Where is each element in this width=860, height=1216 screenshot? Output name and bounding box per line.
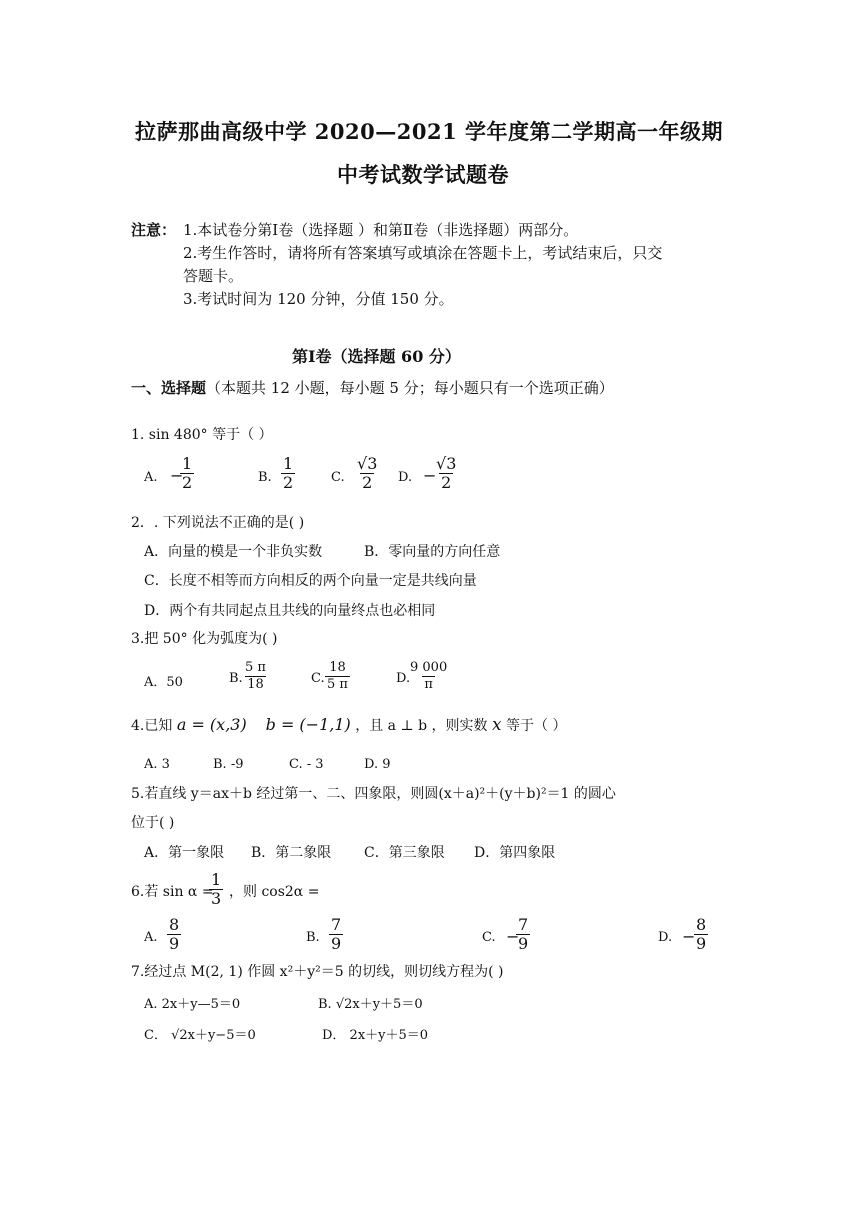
q1-option-a-sign: − xyxy=(170,466,184,485)
q6-option-c-sign: − xyxy=(506,927,520,946)
q5-option-d: D．第四象限 xyxy=(474,845,556,861)
q4-option-d: D. 9 xyxy=(364,757,391,772)
q2-option-a: A．向量的模是一个非负实数 xyxy=(144,544,323,560)
note-1: 1.本试卷分第Ⅰ卷（选择题 ）和第Ⅱ卷（非选择题）两部分。 xyxy=(183,221,579,239)
page-title-line1: 拉萨那曲高级中学 2020—2021 学年度第二学期高一年级期 xyxy=(135,119,724,144)
q1-c-denominator: 2 xyxy=(362,473,373,492)
q1-option-d-fraction xyxy=(434,455,458,492)
page-title-line2: 中考试数学试题卷 xyxy=(337,162,509,187)
q1-b-numerator: 1 xyxy=(283,454,294,473)
q1-option-c-fraction xyxy=(355,455,379,492)
q3-c-numerator: 18 xyxy=(329,660,346,675)
q5-stem-cont: 位于( ) xyxy=(131,815,175,831)
q1-option-a-label: A. xyxy=(144,470,158,485)
q6-d-denominator: 9 xyxy=(696,934,707,953)
q1-option-c-label: C. xyxy=(331,470,345,485)
q3-option-a: A．50 xyxy=(144,675,183,690)
q1-option-b-fraction xyxy=(281,455,295,492)
q1-a-numerator: 1 xyxy=(182,454,193,473)
q3-option-d-fraction xyxy=(408,660,449,693)
q4-option-a: A. 3 xyxy=(144,757,170,772)
q1-a-denominator: 2 xyxy=(182,473,193,492)
q6-option-d-sign: − xyxy=(682,927,696,946)
q3-option-c-label: C. xyxy=(311,671,325,686)
q5-option-b: B．第二象限 xyxy=(251,845,332,861)
q3-d-numerator: 9 000 xyxy=(410,660,448,675)
q6-option-c-label: C. xyxy=(482,930,496,945)
q5-stem: 5.若直线 y＝ax＋b 经过第一、二、四象限，则圆(x＋a)²＋(y＋b)²＝1 的圆心 xyxy=(131,786,616,802)
q6-option-c-fraction xyxy=(516,916,530,953)
note-3: 3.考试时间为 120 分钟，分值 150 分。 xyxy=(183,290,454,308)
q1-stem: 1. sin 480° 等于（ ） xyxy=(131,427,273,443)
q2-stem: 2．. 下列说法不正确的是( ) xyxy=(131,515,305,531)
q6-numerator: 1 xyxy=(211,870,222,889)
q3-b-numerator: 5 π xyxy=(245,660,266,675)
q2-option-c: C．长度不相等而方向相反的两个向量一定是共线向量 xyxy=(144,573,477,589)
q3-option-b-fraction xyxy=(243,660,268,693)
q1-option-d-sign: − xyxy=(423,466,437,485)
q3-option-b-label: B. xyxy=(229,671,243,686)
q3-option-d-label: D. xyxy=(396,671,411,686)
q6-suffix: ，则 cos2α = xyxy=(229,884,320,900)
q6-option-a-label: A. xyxy=(144,930,158,945)
q4-prefix: 4.已知 xyxy=(131,718,173,734)
q3-stem: 3.把 50° 化为弧度为( ) xyxy=(131,631,278,647)
q6-option-b-label: B. xyxy=(306,930,320,945)
q6-a-denominator: 9 xyxy=(169,934,180,953)
note-2a: 2.考生作答时，请将所有答案填写或填涂在答题卡上，考试结束后，只交 xyxy=(183,244,663,262)
q6-option-a-fraction xyxy=(167,916,181,953)
q7-option-b: B. √2x＋y＋5＝0 xyxy=(318,997,423,1012)
q1-c-numerator: √3 xyxy=(357,454,378,473)
q3-c-denominator: 5 π xyxy=(327,677,348,692)
q2-option-d: D．两个有共同起点且共线的向量终点也必相同 xyxy=(144,603,436,619)
q6-option-d-fraction xyxy=(694,916,708,953)
q5-option-c: C．第三象限 xyxy=(364,845,445,861)
note-2b: 答题卡。 xyxy=(183,267,244,285)
q6-b-denominator: 9 xyxy=(331,934,342,953)
q3-d-denominator: π xyxy=(424,677,433,692)
q7-option-d: D． 2x＋y＋5＝0 xyxy=(322,1028,429,1043)
q6-c-denominator: 9 xyxy=(518,934,529,953)
q6-option-d-label: D. xyxy=(658,930,673,945)
q6-a-numerator: 8 xyxy=(169,915,180,934)
q1-d-numerator: √3 xyxy=(436,454,457,473)
q6-c-numerator: 7 xyxy=(518,915,529,934)
q6-option-b-fraction xyxy=(329,916,343,953)
q1-d-denominator: 2 xyxy=(441,473,452,492)
q6-d-numerator: 8 xyxy=(696,915,707,934)
q6-fraction xyxy=(209,871,223,908)
q4-vector-a: a = (x,3) xyxy=(176,715,247,734)
q7-stem: 7.经过点 M(2, 1) 作圆 x²＋y²＝5 的切线，则切线方程为( ) xyxy=(131,964,504,980)
q4-vector-b: b = (−1,1) xyxy=(265,715,351,734)
q3-b-denominator: 18 xyxy=(247,677,264,692)
q5-option-a: A．第一象限 xyxy=(144,845,225,861)
q2-option-b: B．零向量的方向任意 xyxy=(364,544,501,560)
q3-option-c-fraction xyxy=(325,660,350,693)
q7-option-a: A. 2x＋y—5＝0 xyxy=(144,997,241,1012)
q4-condition: ，且 a ⊥ b ，则实数 xyxy=(355,718,488,734)
q1-b-denominator: 2 xyxy=(283,473,294,492)
q1-option-d-label: D. xyxy=(398,470,413,485)
part-title: 一、选择题 xyxy=(131,379,207,397)
q7-option-c: C． √2x＋y−5＝0 xyxy=(144,1028,256,1043)
notes-label: 注意： xyxy=(131,221,177,239)
q4-stem xyxy=(131,715,566,735)
q4-option-c: C. - 3 xyxy=(289,757,324,772)
q1-option-a-fraction xyxy=(180,455,194,492)
q4-suffix: 等于（ ） xyxy=(506,718,567,734)
q6-b-numerator: 7 xyxy=(331,915,342,934)
q6-prefix: 6.若 sin α = xyxy=(131,884,214,900)
q4-variable-x: x xyxy=(491,715,502,735)
part-description: （本题共 12 小题，每小题 5 分；每小题只有一个选项正确） xyxy=(206,379,614,397)
q1-option-b-label: B. xyxy=(258,470,272,485)
q4-option-b: B. -9 xyxy=(213,757,244,772)
q6-denominator: 3 xyxy=(211,889,222,908)
section-heading: 第Ⅰ卷（选择题 60 分） xyxy=(292,347,461,366)
